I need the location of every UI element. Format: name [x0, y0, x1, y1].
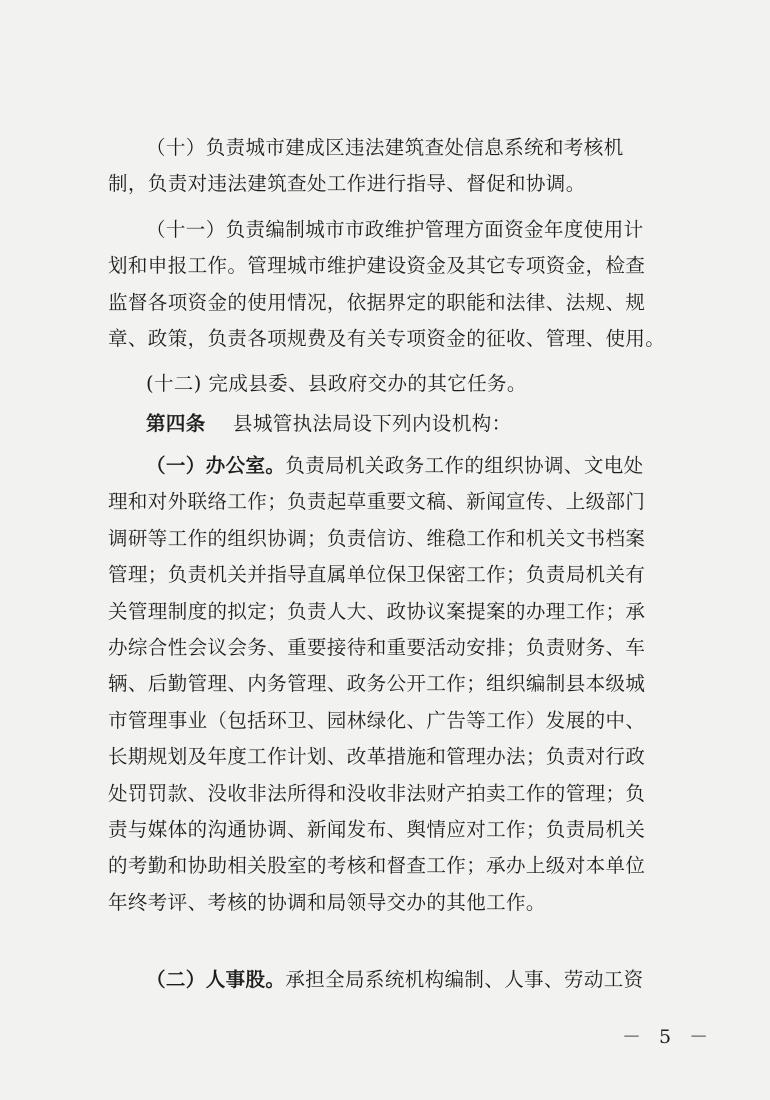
- text-line: [108, 962, 678, 998]
- text-line: 管理；负责机关并指导直属单位保卫保密工作；负责局机关有: [108, 563, 646, 587]
- text-line: 关管理制度的拟定；负责人大、政协议案提案的办理工作；承: [108, 599, 646, 623]
- text-line: 责与媒体的沟通协调、新闻发布、舆情应对工作；负责局机关: [108, 818, 646, 842]
- text-line: 处罚罚款、没收非法所得和没收非法财产拍卖工作的管理；负: [108, 781, 646, 805]
- item-12-paragraph: [108, 366, 678, 402]
- text-line: 监督各项资金的使用情况，依据界定的职能和法律、法规、规: [108, 290, 646, 314]
- text-line: [108, 406, 678, 442]
- article-label: 第四条: [146, 412, 206, 435]
- text-line: 长期规划及年度工作计划、改革措施和管理办法；负责对行政: [108, 745, 646, 769]
- text-line: 理和对外联络工作；负责起草重要文稿、新闻宣传、上级部门: [108, 490, 646, 514]
- text-line: [108, 448, 678, 484]
- office-section-paragraph: [108, 448, 678, 921]
- page-number: － 5 －: [622, 1026, 715, 1048]
- text-line: 的考勤和协助相关股室的考核和督查工作；承办上级对本单位: [108, 854, 646, 878]
- personnel-section-paragraph: [108, 962, 678, 998]
- text-line: （十一）负责编制城市市政维护管理方面资金年度使用计: [146, 218, 644, 241]
- text-line: （十）负责城市建成区违法建筑查处信息系统和考核机: [146, 136, 624, 159]
- office-text: 负责局机关政务工作的组织协调、文电处: [285, 454, 644, 477]
- text-line: (十二) 完成县委、县政府交办的其它任务。: [146, 372, 527, 395]
- text-line: 章、政策，负责各项规费及有关专项资金的征收、管理、使用。: [108, 327, 666, 351]
- item-10-paragraph: [108, 130, 678, 203]
- text-line: 年终考评、考核的协调和局领导交办的其他工作。: [108, 890, 546, 914]
- text-line: 辆、后勤管理、内务管理、政务公开工作；组织编制县本级城: [108, 672, 646, 696]
- text-line: 办综合性会议会务、重要接待和重要活动安排；负责财务、车: [108, 636, 646, 660]
- text-line: 调研等工作的组织协调；负责信访、维稳工作和机关文书档案: [108, 526, 646, 550]
- text-line: 划和申报工作。管理城市维护建设资金及其它专项资金，检查: [108, 254, 646, 278]
- office-heading: （一）办公室。: [146, 454, 286, 477]
- personnel-heading: （二）人事股。: [146, 968, 286, 991]
- text-line: 制，负责对违法建筑查处工作进行指导、督促和协调。: [108, 172, 586, 196]
- personnel-text: 承担全局系统机构编制、人事、劳动工资: [285, 968, 644, 991]
- article-4-paragraph: [108, 406, 678, 442]
- article-text: 县城管执法局设下列内设机构：: [232, 412, 512, 435]
- item-11-paragraph: [108, 212, 678, 358]
- text-line: 市管理事业（包括环卫、园林绿化、广告等工作）发展的中、: [108, 708, 646, 732]
